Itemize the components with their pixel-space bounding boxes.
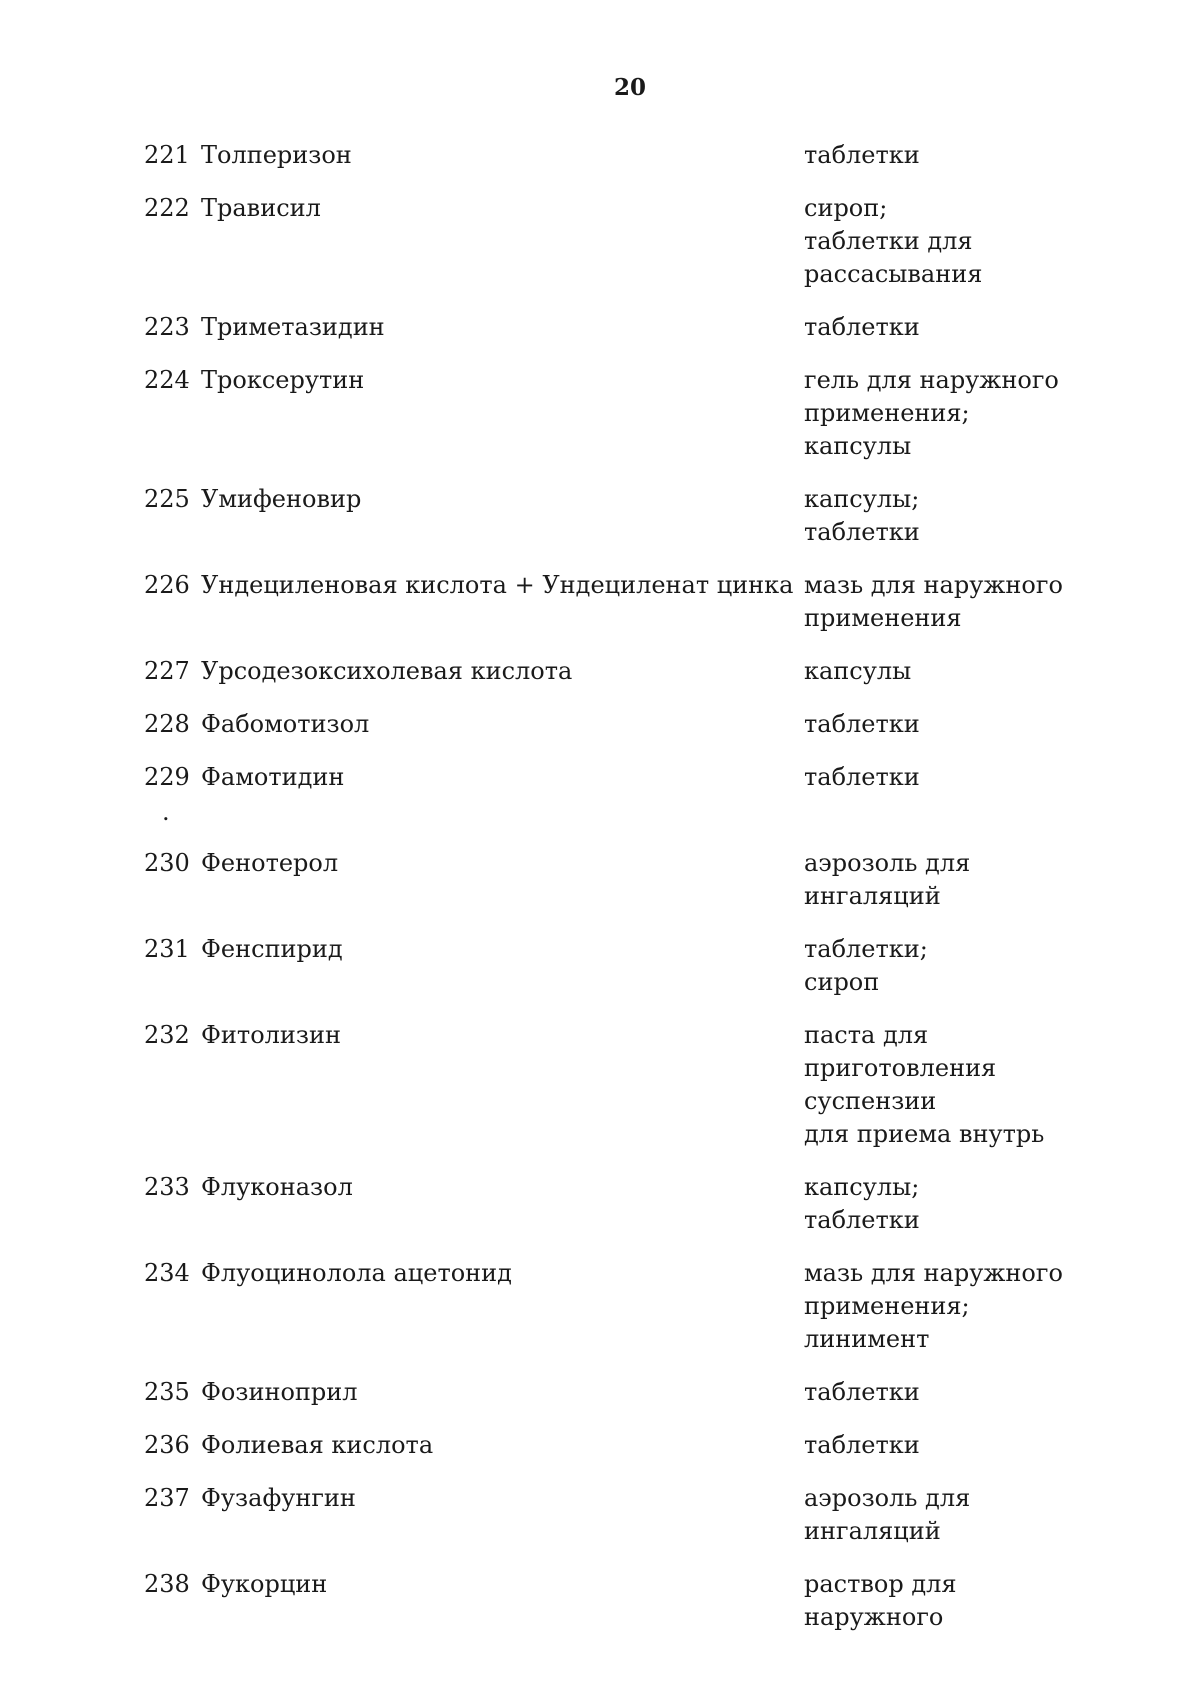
dosage-form-line: аэрозоль для bbox=[804, 849, 971, 877]
drug-name: Фозиноприл bbox=[201, 1378, 358, 1406]
dosage-form-line: для приема внутрь bbox=[804, 1120, 1045, 1148]
dosage-form-line: гель для наружного bbox=[804, 366, 1059, 394]
dosage-form bbox=[804, 1019, 1164, 1151]
stray-mark: . bbox=[162, 798, 170, 826]
dosage-form bbox=[804, 847, 1164, 913]
item-number: 230 bbox=[144, 849, 190, 877]
dosage-form-line: таблетки bbox=[804, 763, 920, 791]
dosage-form-line: таблетки bbox=[804, 1378, 920, 1406]
item-number: 228 bbox=[144, 710, 190, 738]
drug-name: Флуоцинолола ацетонид bbox=[201, 1259, 512, 1287]
dosage-form-line: таблетки; bbox=[804, 935, 928, 963]
drug-name: Умифеновир bbox=[201, 485, 362, 513]
drug-name: Флуконазол bbox=[201, 1173, 353, 1201]
dosage-form-line: таблетки bbox=[804, 518, 920, 546]
dosage-form bbox=[804, 1257, 1164, 1356]
dosage-form-line: аэрозоль для bbox=[804, 1484, 971, 1512]
dosage-form bbox=[804, 761, 1164, 794]
dosage-form bbox=[804, 708, 1164, 741]
item-number: 238 bbox=[144, 1570, 190, 1598]
drug-name: Фитолизин bbox=[201, 1021, 341, 1049]
dosage-form-line: приготовления bbox=[804, 1054, 997, 1082]
item-number: 225 bbox=[144, 485, 190, 513]
dosage-form-line: капсулы bbox=[804, 657, 912, 685]
dosage-form bbox=[804, 1429, 1164, 1462]
dosage-form bbox=[804, 192, 1164, 291]
drug-name: Фукорцин bbox=[201, 1570, 328, 1598]
drug-name: Триметазидин bbox=[201, 313, 385, 341]
dosage-form-line: паста для bbox=[804, 1021, 929, 1049]
dosage-form-line: сироп bbox=[804, 968, 880, 996]
item-number: 231 bbox=[144, 935, 190, 963]
dosage-form-line: таблетки bbox=[804, 1431, 920, 1459]
dosage-form-line: мазь для наружного bbox=[804, 1259, 1063, 1287]
drug-name: Фамотидин bbox=[201, 763, 345, 791]
drug-name: Троксерутин bbox=[201, 366, 365, 394]
dosage-form-line: сироп; bbox=[804, 194, 888, 222]
dosage-form-line: применения bbox=[804, 604, 962, 632]
dosage-form bbox=[804, 139, 1164, 172]
dosage-form-line: применения; bbox=[804, 1292, 970, 1320]
item-number: 223 bbox=[144, 313, 190, 341]
drug-name: Ундециленовая кислота + Ундециленат цинка bbox=[201, 571, 794, 599]
item-number: 221 bbox=[144, 141, 190, 169]
drug-name: Толперизон bbox=[201, 141, 352, 169]
dosage-form bbox=[804, 311, 1164, 344]
item-number: 222 bbox=[144, 194, 190, 222]
dosage-form-line: раствор для bbox=[804, 1570, 957, 1598]
dosage-form-line: суспензии bbox=[804, 1087, 937, 1115]
dosage-form-line: капсулы; bbox=[804, 1173, 920, 1201]
item-number: 232 bbox=[144, 1021, 190, 1049]
drug-name: Фенотерол bbox=[201, 849, 339, 877]
dosage-form-line: таблетки bbox=[804, 710, 920, 738]
drug-name: Фабомотизол bbox=[201, 710, 370, 738]
drug-name: Фенспирид bbox=[201, 935, 343, 963]
page-number: 20 bbox=[613, 74, 646, 101]
item-number: 227 bbox=[144, 657, 190, 685]
dosage-form bbox=[804, 1171, 1164, 1237]
dosage-form bbox=[804, 655, 1164, 688]
dosage-form-line: таблетки bbox=[804, 1206, 920, 1234]
dosage-form-line: мазь для наружного bbox=[804, 571, 1063, 599]
dosage-form bbox=[804, 1482, 1164, 1548]
dosage-form-line: рассасывания bbox=[804, 260, 983, 288]
dosage-form-line: наружного bbox=[804, 1603, 944, 1631]
dosage-form-line: применения; bbox=[804, 399, 970, 427]
drug-name: Трависил bbox=[201, 194, 321, 222]
dosage-form bbox=[804, 1568, 1164, 1634]
item-number: 229 bbox=[144, 763, 190, 791]
dosage-form-line: таблетки bbox=[804, 141, 920, 169]
dosage-form-line: капсулы bbox=[804, 432, 912, 460]
item-number: 237 bbox=[144, 1484, 190, 1512]
item-number: 234 bbox=[144, 1259, 190, 1287]
item-number: 224 bbox=[144, 366, 190, 394]
dosage-form-line: ингаляций bbox=[804, 882, 941, 910]
dosage-form bbox=[804, 569, 1164, 635]
dosage-form bbox=[804, 933, 1164, 999]
dosage-form bbox=[804, 364, 1164, 463]
dosage-form-line: ингаляций bbox=[804, 1517, 941, 1545]
dosage-form-line: капсулы; bbox=[804, 485, 920, 513]
dosage-form bbox=[804, 483, 1164, 549]
dosage-form-line: таблетки для bbox=[804, 227, 973, 255]
item-number: 226 bbox=[144, 571, 190, 599]
item-number: 236 bbox=[144, 1431, 190, 1459]
dosage-form-line: линимент bbox=[804, 1325, 930, 1353]
item-number: 235 bbox=[144, 1378, 190, 1406]
drug-name: Урсодезоксихолевая кислота bbox=[201, 657, 573, 685]
dosage-form bbox=[804, 1376, 1164, 1409]
item-number: 233 bbox=[144, 1173, 190, 1201]
drug-name: Фузафунгин bbox=[201, 1484, 356, 1512]
dosage-form-line: таблетки bbox=[804, 313, 920, 341]
drug-name: Фолиевая кислота bbox=[201, 1431, 434, 1459]
